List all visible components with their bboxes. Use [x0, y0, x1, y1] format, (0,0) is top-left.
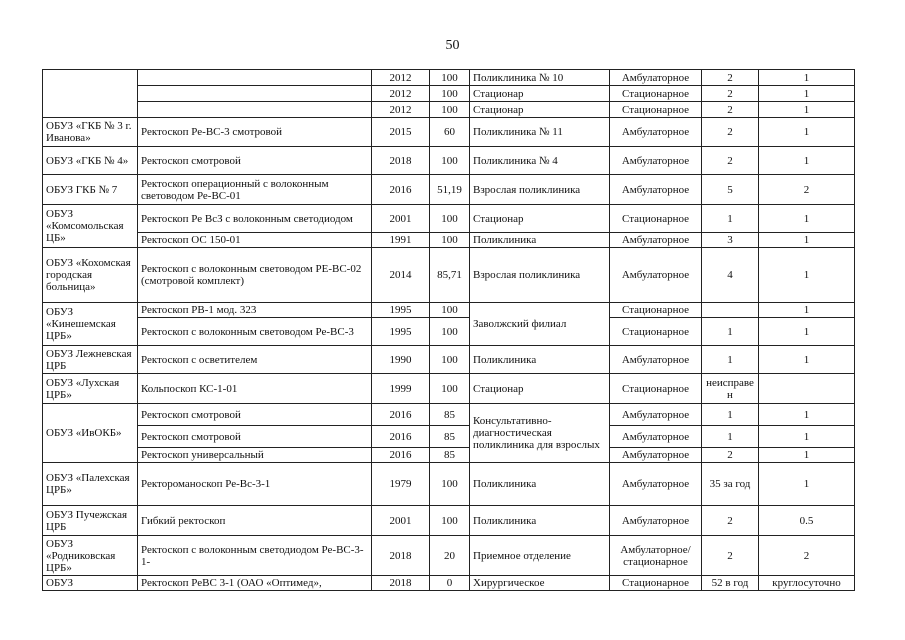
device-cell: Ректоскоп с осветителем	[138, 346, 372, 374]
mode-cell: Амбулаторное	[610, 118, 702, 147]
table-row	[43, 374, 855, 404]
year-cell: 1990	[372, 346, 430, 374]
table-row	[43, 536, 855, 576]
count-cell: 2	[702, 118, 759, 147]
year-cell: 2018	[372, 147, 430, 175]
table-row	[43, 404, 855, 426]
extra-cell: 1	[759, 118, 855, 147]
extra-cell: 1	[759, 303, 855, 318]
device-cell: Ректоскоп РВ-1 мод. 323	[138, 303, 372, 318]
percent-cell: 100	[430, 506, 470, 536]
percent-cell: 60	[430, 118, 470, 147]
count-cell: 2	[702, 147, 759, 175]
extra-cell: 1	[759, 102, 855, 118]
mode-cell: Стационарное	[610, 102, 702, 118]
count-cell: 2	[702, 506, 759, 536]
org-cell: ОБУЗ Лежневская ЦРБ	[43, 346, 138, 374]
year-cell: 2012	[372, 102, 430, 118]
table-row	[43, 303, 855, 318]
device-cell: Ректоскоп смотровой	[138, 426, 372, 448]
mode-cell: Амбулаторное/ стационарное	[610, 536, 702, 576]
mode-cell: Стационарное	[610, 86, 702, 102]
department-cell: Поликлиника	[470, 506, 610, 536]
percent-cell: 100	[430, 303, 470, 318]
percent-cell: 20	[430, 536, 470, 576]
mode-cell: Амбулаторное	[610, 70, 702, 86]
count-cell: 52 в год	[702, 576, 759, 591]
mode-cell: Амбулаторное	[610, 506, 702, 536]
year-cell: 2001	[372, 506, 430, 536]
year-cell: 2015	[372, 118, 430, 147]
org-cell: ОБУЗ «ГКБ № 4»	[43, 147, 138, 175]
percent-cell: 100	[430, 205, 470, 233]
table-row	[43, 205, 855, 233]
count-cell: 1	[702, 205, 759, 233]
count-cell: 1	[702, 318, 759, 346]
table-row	[43, 576, 855, 591]
percent-cell: 100	[430, 102, 470, 118]
department-cell: Поликлиника	[470, 463, 610, 506]
count-cell: 3	[702, 233, 759, 248]
device-cell	[138, 102, 372, 118]
department-cell: Взрослая поликлиника	[470, 175, 610, 205]
device-cell: Ректоскоп смотровой	[138, 147, 372, 175]
device-cell: Гибкий ректоскоп	[138, 506, 372, 536]
department-cell: Поликлиника	[470, 346, 610, 374]
mode-cell: Амбулаторное	[610, 248, 702, 303]
department-cell: Приемное отделение	[470, 536, 610, 576]
org-cell: ОБУЗ «Палехская ЦРБ»	[43, 463, 138, 506]
count-cell: 5	[702, 175, 759, 205]
percent-cell: 100	[430, 233, 470, 248]
percent-cell: 100	[430, 70, 470, 86]
percent-cell: 100	[430, 463, 470, 506]
year-cell: 1995	[372, 303, 430, 318]
device-cell: Ректороманоскоп Ре-Вс-3-1	[138, 463, 372, 506]
mode-cell: Стационарное	[610, 576, 702, 591]
year-cell: 2018	[372, 576, 430, 591]
extra-cell: 1	[759, 70, 855, 86]
extra-cell: 1	[759, 248, 855, 303]
table-row	[43, 118, 855, 147]
table-row	[43, 463, 855, 506]
table-row	[43, 248, 855, 303]
table-row	[43, 346, 855, 374]
table-row	[43, 448, 855, 463]
extra-cell: 1	[759, 205, 855, 233]
mode-cell: Стационарное	[610, 303, 702, 318]
mode-cell: Амбулаторное	[610, 175, 702, 205]
percent-cell: 100	[430, 318, 470, 346]
extra-cell: 1	[759, 426, 855, 448]
extra-cell: 1	[759, 448, 855, 463]
device-cell: Ректоскоп с волоконным световодом РЕ-ВС-02 (смотровой комплект)	[138, 248, 372, 303]
department-cell: Стационар	[470, 102, 610, 118]
org-cell: ОБУЗ «Кинешемская ЦРБ»	[43, 303, 138, 346]
table-row	[43, 86, 855, 102]
device-cell: Кольпоскоп КС-1-01	[138, 374, 372, 404]
count-cell: 2	[702, 448, 759, 463]
department-cell: Поликлиника	[470, 233, 610, 248]
table-row	[43, 506, 855, 536]
count-cell: 35 за год	[702, 463, 759, 506]
year-cell: 1999	[372, 374, 430, 404]
device-cell: Ректоскоп операционный с волоконным световодом Ре-ВС-01	[138, 175, 372, 205]
mode-cell: Амбулаторное	[610, 346, 702, 374]
count-cell: 4	[702, 248, 759, 303]
department-cell: Заволжский филиал	[470, 303, 610, 346]
year-cell: 1995	[372, 318, 430, 346]
year-cell: 2016	[372, 404, 430, 426]
org-cell: ОБУЗ «ГКБ № 3 г. Иванова»	[43, 118, 138, 147]
device-cell: Ректоскоп с волоконным световодом Ре-ВС-3	[138, 318, 372, 346]
percent-cell: 100	[430, 147, 470, 175]
count-cell: 1	[702, 404, 759, 426]
extra-cell: 1	[759, 233, 855, 248]
mode-cell: Амбулаторное	[610, 448, 702, 463]
count-cell: неисправен	[702, 374, 759, 404]
count-cell: 2	[702, 536, 759, 576]
table-row	[43, 318, 855, 346]
mode-cell: Амбулаторное	[610, 233, 702, 248]
table-row	[43, 102, 855, 118]
device-cell: Ректоскоп смотровой	[138, 404, 372, 426]
device-cell: Ректоскоп Ре ВсЗ с волоконным светодиодом	[138, 205, 372, 233]
year-cell: 2001	[372, 205, 430, 233]
org-cell: ОБУЗ «Лухская ЦРБ»	[43, 374, 138, 404]
percent-cell: 85	[430, 426, 470, 448]
year-cell: 2012	[372, 70, 430, 86]
mode-cell: Амбулаторное	[610, 426, 702, 448]
year-cell: 2016	[372, 175, 430, 205]
department-cell: Поликлиника № 10	[470, 70, 610, 86]
count-cell: 2	[702, 86, 759, 102]
mode-cell: Стационарное	[610, 205, 702, 233]
device-cell: Ректоскоп универсальный	[138, 448, 372, 463]
table-row	[43, 147, 855, 175]
year-cell: 2016	[372, 448, 430, 463]
count-cell: 1	[702, 426, 759, 448]
org-cell: ОБУЗ «Родниковская ЦРБ»	[43, 536, 138, 576]
extra-cell: 2	[759, 175, 855, 205]
count-cell	[702, 303, 759, 318]
device-cell: Ректоскоп с волоконным светодиодом Ре-ВС-3-1-	[138, 536, 372, 576]
count-cell: 1	[702, 346, 759, 374]
equipment-table	[42, 69, 855, 591]
extra-cell: 1	[759, 318, 855, 346]
department-cell: Стационар	[470, 374, 610, 404]
department-cell: Хирургическое	[470, 576, 610, 591]
percent-cell: 0	[430, 576, 470, 591]
device-cell: Ректоскоп РеВС 3-1 (ОАО «Оптимед»,	[138, 576, 372, 591]
percent-cell: 85,71	[430, 248, 470, 303]
table-row	[43, 426, 855, 448]
org-cell: ОБУЗ «Кохомская городская больница»	[43, 248, 138, 303]
org-cell	[43, 70, 138, 118]
mode-cell: Амбулаторное	[610, 463, 702, 506]
extra-cell	[759, 374, 855, 404]
extra-cell: круглосуточно	[759, 576, 855, 591]
count-cell: 2	[702, 70, 759, 86]
mode-cell: Стационарное	[610, 374, 702, 404]
department-cell: Взрослая поликлиника	[470, 248, 610, 303]
device-cell: Ректоскоп Ре-ВС-3 смотровой	[138, 118, 372, 147]
device-cell	[138, 86, 372, 102]
extra-cell: 1	[759, 346, 855, 374]
org-cell: ОБУЗ «Комсомольская ЦБ»	[43, 205, 138, 248]
year-cell: 1979	[372, 463, 430, 506]
extra-cell: 0.5	[759, 506, 855, 536]
org-cell: ОБУЗ Пучежская ЦРБ	[43, 506, 138, 536]
page-number: 50	[445, 38, 460, 53]
percent-cell: 85	[430, 404, 470, 426]
extra-cell: 1	[759, 147, 855, 175]
percent-cell: 100	[430, 374, 470, 404]
department-cell: Поликлиника № 11	[470, 118, 610, 147]
percent-cell: 100	[430, 86, 470, 102]
table-row	[43, 175, 855, 205]
org-cell: ОБУЗ ГКБ № 7	[43, 175, 138, 205]
mode-cell: Амбулаторное	[610, 404, 702, 426]
year-cell: 2012	[372, 86, 430, 102]
year-cell: 1991	[372, 233, 430, 248]
device-cell	[138, 70, 372, 86]
year-cell: 2016	[372, 426, 430, 448]
department-cell: Стационар	[470, 86, 610, 102]
device-cell: Ректоскоп ОС 150-01	[138, 233, 372, 248]
percent-cell: 85	[430, 448, 470, 463]
extra-cell: 1	[759, 404, 855, 426]
department-cell: Поликлиника № 4	[470, 147, 610, 175]
extra-cell: 2	[759, 536, 855, 576]
department-cell: Стационар	[470, 205, 610, 233]
year-cell: 2018	[372, 536, 430, 576]
percent-cell: 51,19	[430, 175, 470, 205]
extra-cell: 1	[759, 86, 855, 102]
org-cell: ОБУЗ	[43, 576, 138, 591]
table-row	[43, 70, 855, 86]
mode-cell: Амбулаторное	[610, 147, 702, 175]
mode-cell: Стационарное	[610, 318, 702, 346]
extra-cell: 1	[759, 463, 855, 506]
percent-cell: 100	[430, 346, 470, 374]
department-cell: Консультативно-диагностическая поликлиника для взрослых	[470, 404, 610, 463]
table-row	[43, 233, 855, 248]
count-cell: 2	[702, 102, 759, 118]
year-cell: 2014	[372, 248, 430, 303]
org-cell: ОБУЗ «ИвОКБ»	[43, 404, 138, 463]
